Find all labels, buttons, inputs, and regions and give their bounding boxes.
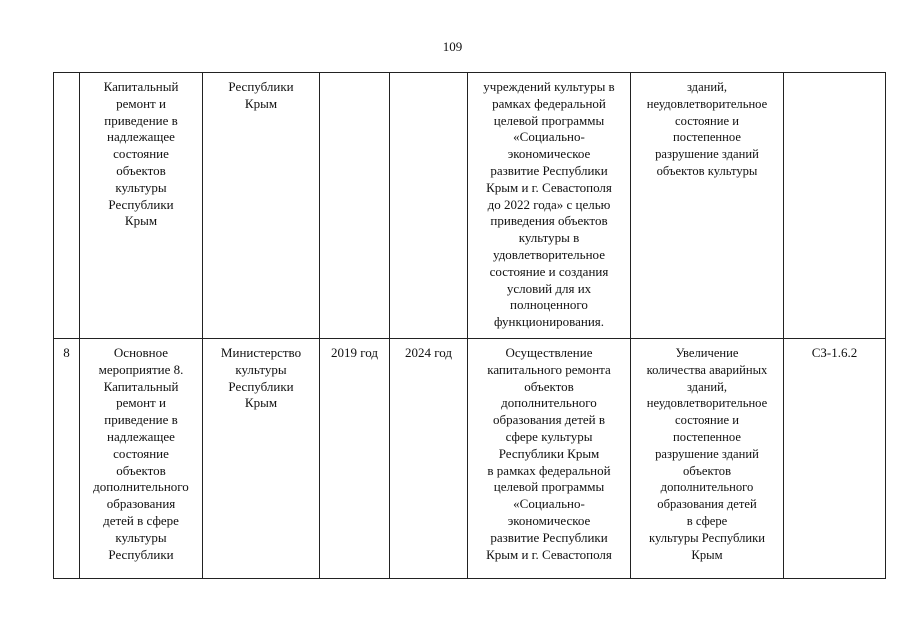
consequences: Увеличение количества аварийных зданий, неудовлетворительное состояние и постепенное разрушение зданий объектов дополнительного образования детей в сфере культуры Республики Крым — [646, 346, 768, 562]
end-year-cell — [390, 339, 468, 579]
row-number-cell — [54, 339, 80, 579]
description-cell — [468, 73, 631, 339]
row-number: 8 — [63, 345, 70, 360]
table-row — [54, 73, 886, 339]
consequences-cell — [631, 339, 784, 579]
executor: Министерство культуры Республики Крым — [220, 345, 302, 411]
program-events-table — [53, 72, 886, 579]
description-cell — [468, 339, 631, 579]
event-name: Основное мероприятие 8. Капитальный ремонт и приведение в надлежащее состояние объектов дополнительного образования детей в сфере культуры Республики — [93, 345, 189, 562]
table-row — [54, 339, 886, 579]
executor: Республики Крым — [228, 79, 294, 111]
indicator-code: СЗ-1.6.2 — [811, 345, 858, 360]
event-name-cell — [80, 73, 203, 339]
indicator-code-cell — [784, 339, 886, 579]
event-name: Капитальный ремонт и приведение в надлежащее состояние объектов культуры Республики Крым — [103, 79, 179, 229]
consequences: зданий, неудовлетворительное состояние и постепенное разрушение зданий объектов культуры — [646, 80, 768, 178]
executor-cell — [203, 339, 320, 579]
row-number-cell — [54, 73, 80, 339]
end-year: 2024 год — [405, 345, 452, 360]
consequences-cell — [631, 73, 784, 339]
start-year-cell — [320, 73, 390, 339]
start-year-cell — [320, 339, 390, 579]
description: учреждений культуры в рамках федеральной целевой программы «Социально- экономическое развитие Республики Крым и г. Севастополя до 2022 года» с целью приведения объектов культуры в удовлетворительное состояние и создания условий для их полноценного функционирования. — [483, 79, 615, 330]
indicator-code-cell — [784, 73, 886, 339]
description: Осуществление капитального ремонта объектов дополнительного образования детей в сфере культуры Республики Крым в рамках федеральной целевой программы «Социально- экономическое развитие Республики Крым и г. Севастополя — [486, 345, 612, 562]
executor-cell — [203, 73, 320, 339]
start-year: 2019 год — [331, 345, 378, 360]
end-year-cell — [390, 73, 468, 339]
page-number: 109 — [442, 39, 463, 54]
event-name-cell — [80, 339, 203, 579]
